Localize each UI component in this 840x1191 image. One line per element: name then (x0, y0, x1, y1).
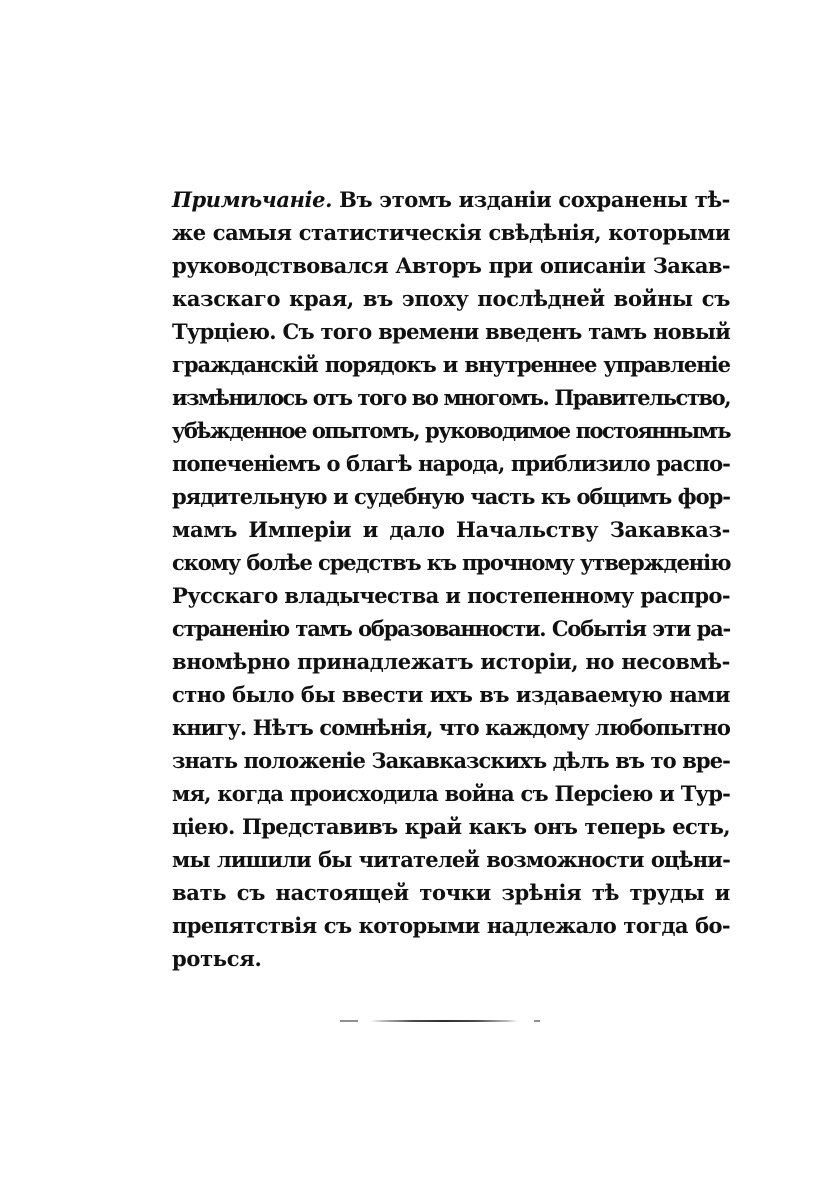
text-line-5: Турціею. Съ того времени введенъ тамъ новый (172, 319, 731, 344)
text-line-9: попеченіемъ о благѣ народа, приблизило распо- (172, 451, 730, 476)
text-line-18: знать положеніе Закавказскихъ дѣлъ въ то вре- (172, 748, 730, 773)
text-line-3: руководствовался Авторъ при описаніи Закав- (172, 253, 730, 278)
text-line-11: мамъ Имперіи и дало Начальству Закавказ- (172, 517, 730, 542)
note-paragraph (172, 183, 730, 975)
text-line-2: же самыя статистическія свѣдѣнія, которыми (172, 220, 730, 245)
text-line-15: вномѣрно принадлежатъ исторіи, но несовмѣ- (172, 649, 730, 674)
text-line-4: казскаго края, въ эпоху послѣдней войны съ (172, 286, 730, 311)
text-line-10: рядительную и судебную часть къ общимъ фор- (172, 484, 730, 509)
text-line-12: скому болѣе средствъ къ прочному утвержденію (172, 550, 731, 575)
text-line-23: препятствія съ которыми надлежало тогда бо- (172, 913, 730, 938)
text-line-8: убѣжденное опытомъ, руководимое постояннымъ (172, 418, 730, 443)
text-line-16: стно было бы ввести ихъ въ издаваемую нами (172, 682, 730, 707)
text-line-19: мя, когда происходила война съ Персіею и Тур- (172, 781, 730, 806)
text-line-20: ціею. Представивъ край какъ онъ теперь есть, (172, 814, 730, 839)
text-line-14: страненію тамъ образованности. Событія эти ра- (172, 616, 730, 641)
text-line-6: гражданскій порядокъ и внутреннее управленіе (172, 352, 730, 377)
text-line-22: вать съ настоящей точки зрѣнія тѣ труды и (172, 880, 730, 905)
text-line-17: книгу. Нѣтъ сомнѣнія, что каждому любопытно (172, 715, 730, 740)
note-label: Примѣчаніе. (172, 187, 332, 212)
text-line-1 (172, 183, 730, 216)
text-line-24: роться. (172, 946, 262, 971)
note-first-line-text: Въ этомъ изданіи сохранены тѣ- (339, 187, 731, 212)
ornament-rule (340, 1019, 540, 1023)
text-line-7: измѣнилось отъ того во многомъ. Правительство, (172, 385, 731, 410)
text-line-21: мы лишили бы читателей возможности оцѣни- (172, 847, 730, 872)
text-line-13: Русскаго владычества и постепенному распро- (172, 583, 730, 608)
